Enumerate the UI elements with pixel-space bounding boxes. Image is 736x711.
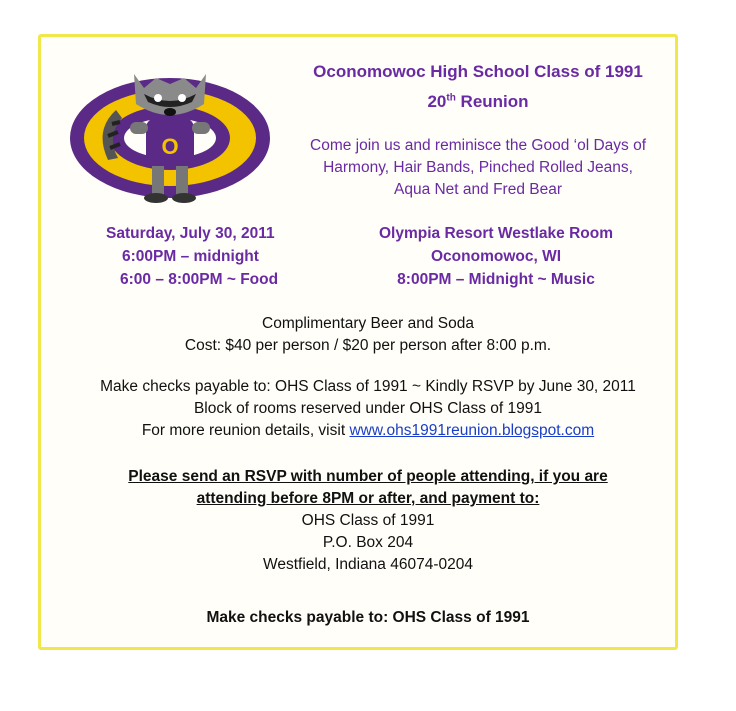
rsvp-heading: Please send an RSVP with number of people attending, if you are <box>128 468 608 485</box>
address-line: OHS Class of 1991 <box>301 512 435 529</box>
reunion-number: 20 <box>427 92 447 111</box>
reunion-subtitle <box>278 92 678 112</box>
food-hours: 6:00 – 8:00PM ~ Food <box>120 271 279 288</box>
address-line: P.O. Box 204 <box>322 534 414 551</box>
event-location-column <box>360 222 632 291</box>
venue-city: Oconomowoc, WI <box>430 248 562 265</box>
pricing-line: Cost: $40 per person / $20 per person after 8:00 p.m. <box>184 337 552 354</box>
footer-note: Make checks payable to: OHS Class of 1991 <box>206 609 530 626</box>
venue-name: Olympia Resort Westlake Room <box>378 225 613 242</box>
raccoon-mascot-logo <box>64 60 276 210</box>
event-hours: 6:00PM – midnight <box>122 248 259 265</box>
event-date: Saturday, July 30, 2011 <box>106 225 275 242</box>
rsvp-section <box>40 466 696 576</box>
rooms-info: Block of rooms reserved under OHS Class of 1991 <box>193 400 543 417</box>
details-prefix: For more reunion details, visit <box>141 422 350 439</box>
event-time-column <box>106 222 316 291</box>
tagline-line: Harmony, Hair Bands, Pinched Rolled Jeans, <box>323 159 633 176</box>
reunion-word: Reunion <box>455 92 529 111</box>
reunion-title: Oconomowoc High School Class of 1991 <box>313 62 643 81</box>
info-section <box>40 376 696 442</box>
svg-text:O: O <box>161 134 179 159</box>
pricing-section <box>40 313 696 357</box>
payment-info: Make checks payable to: OHS Class of 1991 ~ Kindly RSVP by June 30, 2011 <box>100 378 636 395</box>
address-line: Westfield, Indiana 46074-0204 <box>263 556 473 573</box>
details-info <box>40 420 696 442</box>
tagline <box>262 135 694 201</box>
tagline-line: Aqua Net and Fred Bear <box>393 181 563 198</box>
pricing-line: Complimentary Beer and Soda <box>262 315 474 332</box>
reunion-ordinal: th <box>446 92 456 104</box>
music-hours: 8:00PM – Midnight ~ Music <box>397 271 595 288</box>
rsvp-heading: attending before 8PM or after, and payment to: <box>196 490 540 507</box>
reunion-website-link[interactable]: www.ohs1991reunion.blogspot.com <box>349 422 595 439</box>
tagline-line: Come join us and reminisce the Good ‘ol Days of <box>310 137 646 154</box>
